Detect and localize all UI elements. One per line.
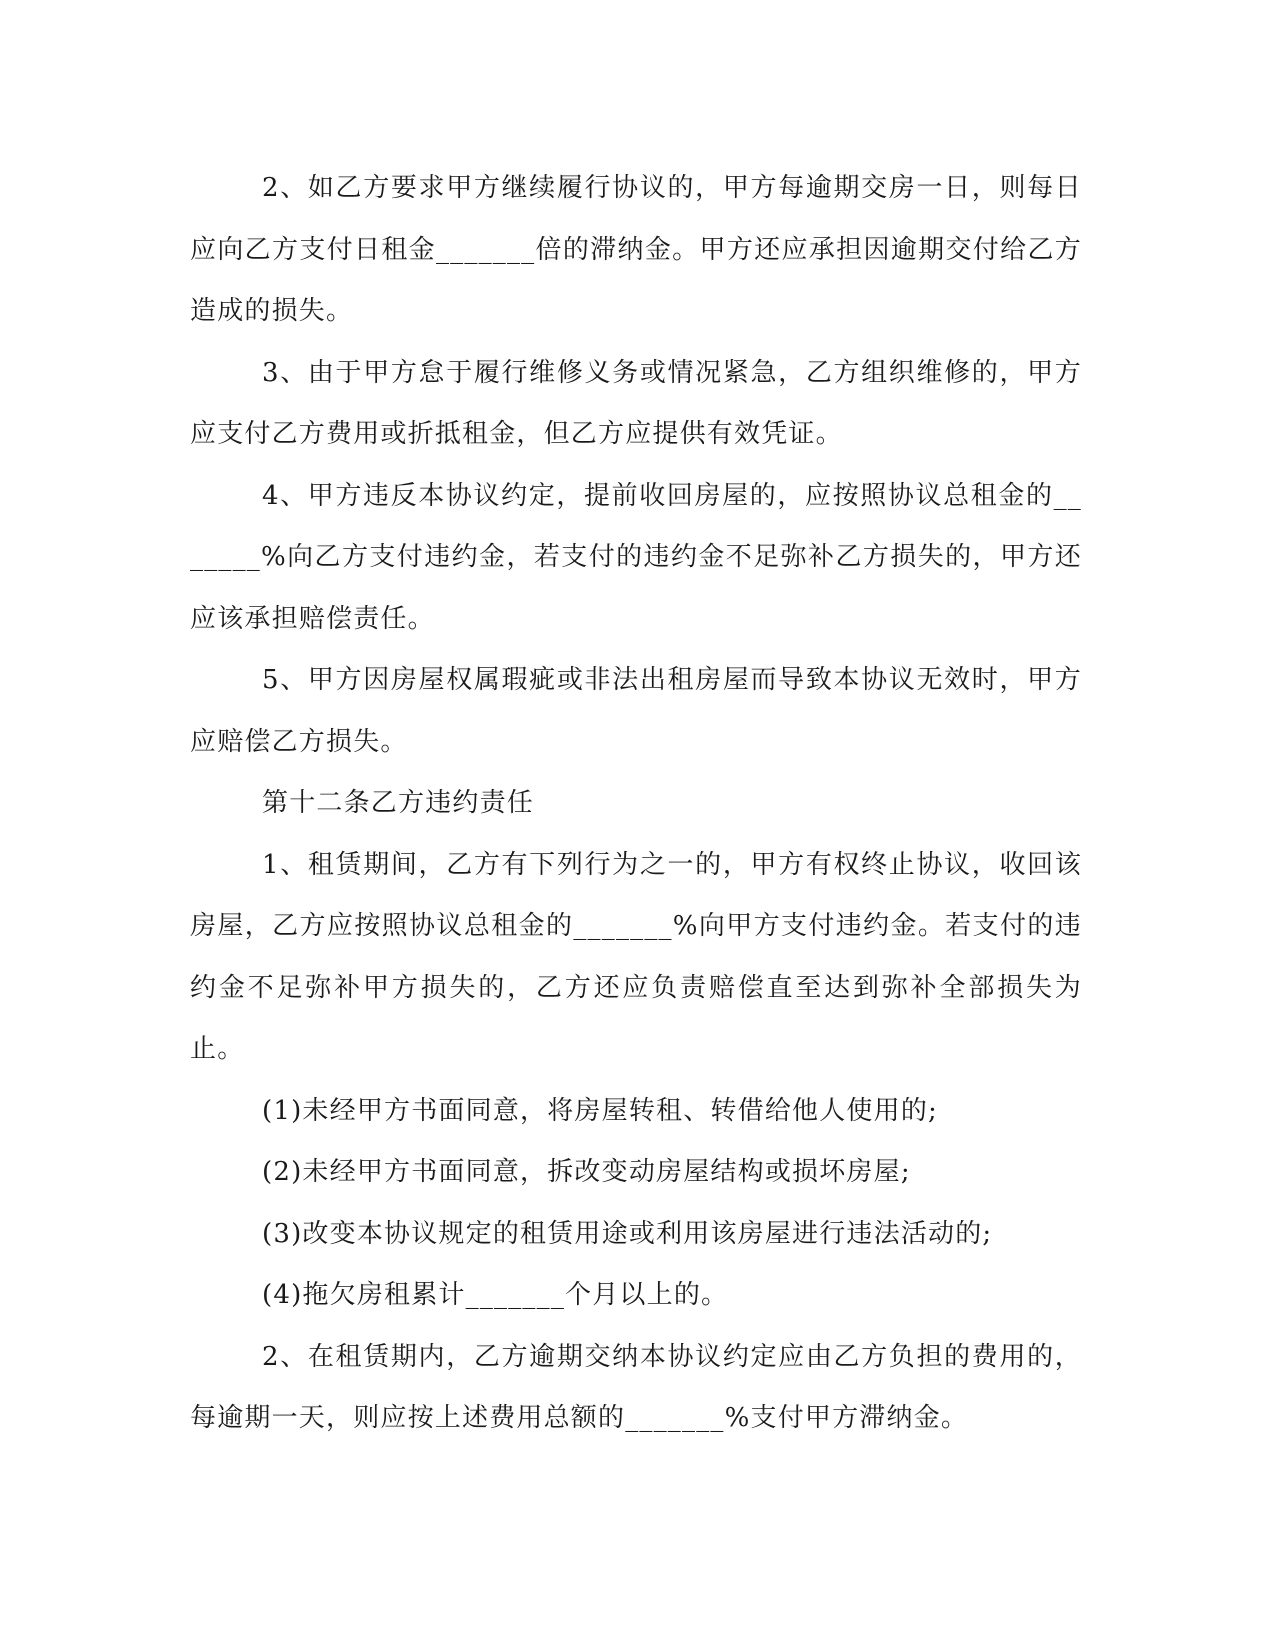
clause-12-item-1-sub-2: (2)未经甲方书面同意，拆改变动房屋结构或损坏房屋; — [262, 1157, 911, 1187]
clause-12-heading: 第十二条乙方违约责任 — [262, 788, 535, 818]
clause-11-item-5: 5、甲方因房屋权属瑕疵或非法出租房屋而导致本协议无效时，甲方应赔偿乙方损失。 — [190, 665, 1082, 757]
document-page — [190, 158, 1082, 1450]
clause-11-item-4: 4、甲方违反本协议约定，提前收回房屋的，应按照协议总租金的_______%向乙方支付违约金，若支付的违约金不足弥补乙方损失的，甲方还应该承担赔偿责任。 — [190, 480, 1082, 634]
clause-12-item-1-sub-3: (3)改变本协议规定的租赁用途或利用该房屋进行违法活动的; — [262, 1218, 993, 1249]
clause-12-item-2: 2、在租赁期内，乙方逾期交纳本协议约定应由乙方负担的费用的，每逾期一天，则应按上述费用总额的_______%支付甲方滞纳金。 — [190, 1341, 1082, 1433]
clause-11-item-3: 3、由于甲方怠于履行维修义务或情况紧急，乙方组织维修的，甲方应支付乙方费用或折抵租金，但乙方应提供有效凭证。 — [190, 357, 1082, 449]
clause-12-item-1: 1、租赁期间，乙方有下列行为之一的，甲方有权终止协议，收回该房屋，乙方应按照协议总租金的_______%向甲方支付违约金。若支付的违约金不足弥补甲方损失的，乙方还应负责赔偿直至达到弥补全部损失为止。 — [190, 849, 1082, 1064]
clause-11-item-2: 2、如乙方要求甲方继续履行协议的，甲方每逾期交房一日，则每日应向乙方支付日租金_______倍的滞纳金。甲方还应承担因逾期交付给乙方造成的损失。 — [190, 173, 1082, 326]
clause-12-item-1-sub-1: (1)未经甲方书面同意，将房屋转租、转借给他人使用的; — [262, 1095, 938, 1126]
clause-12-item-1-sub-4: (4)拖欠房租累计_______个月以上的。 — [262, 1280, 729, 1310]
